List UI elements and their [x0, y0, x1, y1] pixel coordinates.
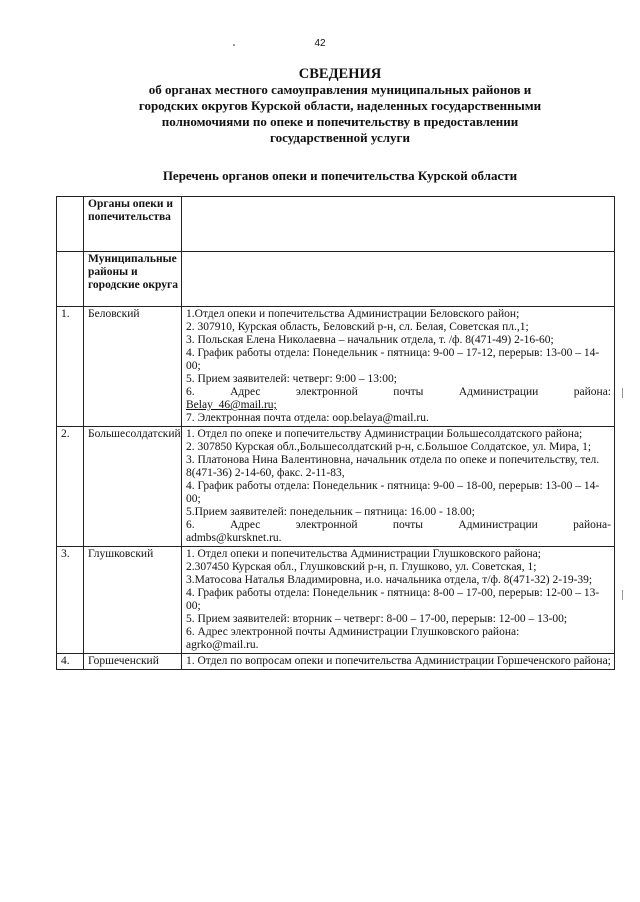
district-name: Горшеченский — [84, 654, 182, 670]
detail-line: 5. Прием заявителей: четверг: 9:00 – 13:00; — [186, 373, 397, 385]
heading-line: полномочиями по опеке и попечительству в предоставлении — [161, 114, 519, 129]
detail-line: 2.307450 Курская обл., Глушковский р-н, п. Глушково, ул. Советская, 1; — [186, 561, 537, 573]
document-title: СВЕДЕНИЯ — [298, 66, 382, 82]
district-name: Большесолдатский — [84, 427, 182, 547]
detail-line: agrko@mail.ru. — [186, 639, 259, 651]
scan-speck — [622, 388, 623, 398]
detail-line: admbs@kursknet.ru. — [186, 532, 282, 544]
detail-line: 4. График работы отдела: Понедельник - пятница: 9-00 – 18-00, перерыв: 13-00 – 14-00; — [186, 480, 600, 505]
table-row — [57, 427, 615, 547]
district-details — [182, 654, 615, 670]
row-number: 4. — [57, 654, 84, 670]
detail-line: 4. График работы отдела: Понедельник - пятница: 9-00 – 17-12, перерыв: 13-00 – 14-00; — [186, 347, 600, 372]
scan-speck — [233, 44, 235, 46]
document-heading — [90, 66, 590, 146]
detail-line: 1. Отдел опеки и попечительства Администрации Глушковского района; — [186, 548, 541, 560]
table-cell — [57, 197, 84, 252]
district-name: Глушковский — [84, 547, 182, 654]
detail-line: 3.Матосова Наталья Владимировна, и.о. начальника отдела, т/ф. 8(471-32) 2-19-39; — [186, 574, 593, 586]
heading-line: городских округов Курской области, наделенных государственными — [138, 98, 542, 113]
district-name: Беловский — [84, 307, 182, 427]
table-row — [57, 654, 615, 670]
scan-speck — [622, 590, 623, 600]
district-details — [182, 427, 615, 547]
detail-line: 5. Прием заявителей: вторник – четверг: 8-00 – 17-00, перерыв: 12-00 – 13-00; — [186, 613, 568, 625]
table-cell — [182, 252, 615, 307]
list-subheading: Перечень органов опеки и попечительства Курской области — [162, 168, 518, 183]
table-row — [57, 547, 615, 654]
table-header-row — [57, 252, 615, 307]
header-org-cell: Органы опеки и попечительства — [84, 197, 182, 252]
page-number: 42 — [314, 38, 326, 49]
row-number: 3. — [57, 547, 84, 654]
guardianship-table — [56, 196, 615, 670]
row-number: 1. — [57, 307, 84, 427]
detail-line: 2. 307850 Курская обл.,Большесолдатский р-н, с.Большое Солдатское, ул. Мира, 1; — [186, 441, 592, 453]
district-details — [182, 547, 615, 654]
detail-line: 3. Платонова Нина Валентиновна, начальник отдела по опеке и попечительству, тел. 8(471-36) 2-14-60, факс. 2-11-83, — [186, 454, 600, 479]
detail-line: 1. Отдел по опеке и попечительству Администрации Большесолдатского района; — [186, 428, 583, 440]
table-cell — [57, 252, 84, 307]
detail-line: 4. График работы отдела: Понедельник - пятница: 8-00 – 17-00, перерыв: 12-00 – 13-00; — [186, 587, 600, 612]
detail-line: 6. Адрес электронной почты Администрации Глушковского района: — [186, 626, 520, 638]
table-header-row — [57, 197, 615, 252]
detail-line: 6. Адрес электронной почты Администрации района- — [186, 519, 611, 531]
detail-line: 3. Польская Елена Николаевна – начальник отдела, т. /ф. 8(471-49) 2-16-60; — [186, 334, 554, 346]
heading-line: об органах местного самоуправления муниципальных районов и — [148, 82, 532, 97]
detail-line: 5.Прием заявителей: понедельник – пятница: 16.00 - 18.00; — [186, 506, 475, 518]
detail-line: 1. Отдел по вопросам опеки и попечительства Администрации Горшеченского района; — [186, 655, 611, 667]
header-municipal-cell: Муниципальные районы и городские округа — [84, 252, 182, 307]
row-number: 2. — [57, 427, 84, 547]
detail-line: 6. Адрес электронной почты Администрации района: — [186, 386, 611, 398]
heading-line: государственной услуги — [270, 130, 410, 145]
table-cell — [182, 197, 615, 252]
detail-line: 1.Отдел опеки и попечительства Администрации Беловского район; — [186, 308, 520, 320]
email-link[interactable]: Belay_46@mail.ru; — [186, 399, 277, 411]
district-details — [182, 307, 615, 427]
detail-line: 7. Электронная почта отдела: oop.belaya@mail.ru. — [186, 412, 429, 424]
table-row — [57, 307, 615, 427]
detail-line: 2. 307910, Курская область, Беловский р-н, сл. Белая, Советская пл.,1; — [186, 321, 529, 333]
